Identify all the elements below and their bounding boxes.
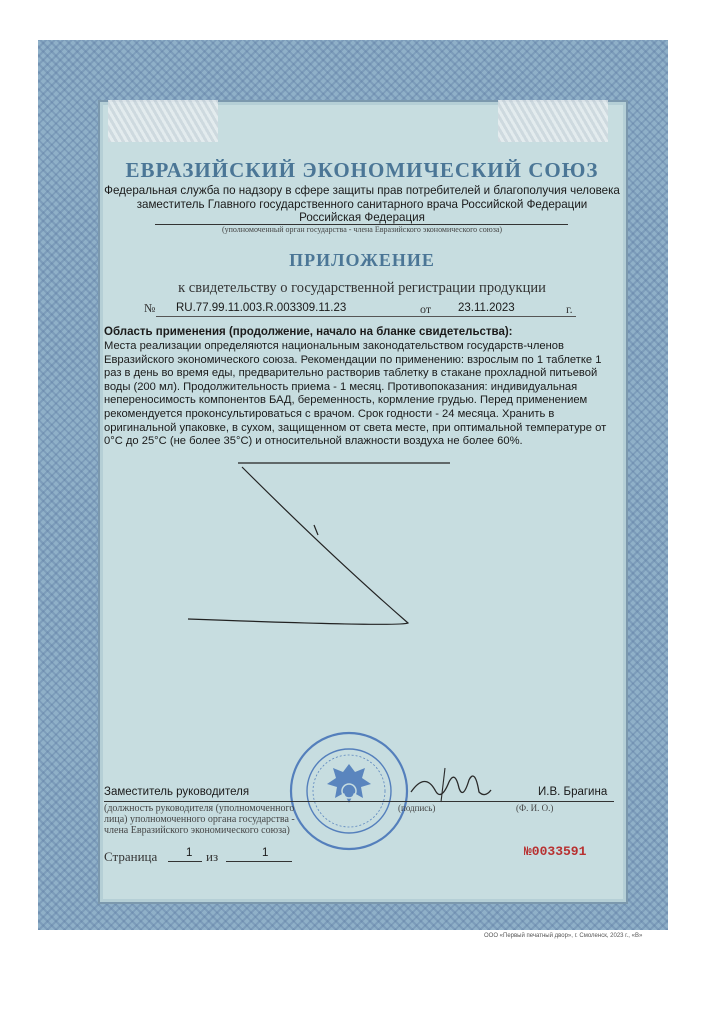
- agency-line-2: заместитель Главного государственного санитарного врача Российской Федерации: [136, 197, 588, 211]
- scope-line: Места реализации определяются национальным законодательством государств-членов: [104, 340, 564, 352]
- position-caption-line: (должность руководителя (уполномоченного: [104, 803, 295, 814]
- agency-line-3: Российская Федерация: [299, 211, 425, 224]
- serial-number: №0033591: [524, 844, 587, 859]
- position-caption-line: лица) уполномоченного органа государства -: [104, 814, 295, 825]
- signatory-position: Заместитель руководителя: [104, 786, 250, 798]
- scope-line: раз в день во время еды, предварительно растворив таблетку в стакане прохладной питьевой: [104, 367, 598, 380]
- signature-line: [104, 801, 614, 802]
- blank-space-z-mark: [180, 455, 470, 635]
- appendix-title: ПРИЛОЖЕНИЕ: [289, 250, 435, 270]
- page-total-line: [226, 861, 292, 862]
- date-label: от: [420, 302, 432, 316]
- official-seal: [288, 730, 410, 852]
- security-hologram-left: [108, 100, 218, 142]
- page-label: Страница: [104, 849, 158, 864]
- registration-date: 23.11.2023: [458, 302, 515, 314]
- appendix-subtitle: к свидетельству о государственной регистрации продукции: [178, 280, 546, 296]
- scope-line: оригинальной упаковке, в сухом, защищенном от света месте, при оптимальной температуре от: [104, 421, 607, 434]
- number-underline: [156, 316, 576, 317]
- year-suffix: г.: [566, 302, 573, 316]
- agency-line-1: Федеральная служба по надзору в сфере защиты прав потребителей и благополучия человека: [104, 184, 620, 197]
- scope-line: воды (200 мл). Продолжительность приема - 1 месяц. Противопоказания: индивидуальная: [104, 380, 578, 393]
- scope-line: Евразийского экономического союза. Рекомендации по применению: взрослым по 1 таблетке 1: [104, 353, 602, 366]
- scope-line: рекомендуется проконсультироваться с врачом. Срок годности - 24 месяца. Хранить в: [104, 407, 555, 420]
- signature-caption: (подпись): [398, 803, 436, 813]
- position-caption: [104, 803, 295, 836]
- page-number-line: [168, 861, 202, 862]
- page-number: 1: [186, 847, 193, 859]
- registration-number: RU.77.99.11.003.R.003309.11.23: [176, 302, 347, 314]
- scope-line: 0°C до 25°C (не более 35°C) и относительной влажности воздуха не более 60%.: [104, 435, 523, 448]
- scope-text: [104, 340, 608, 449]
- scope-line: непереносимость компонентов БАД, беременность, кормление грудью. Перед применением: [104, 394, 588, 407]
- number-label: №: [144, 301, 156, 315]
- scope-title: Область применения (продолжение, начало на бланке свидетельства):: [104, 326, 513, 338]
- agency-caption: (уполномоченный орган государства - члена Евразийского экономического союза): [221, 225, 503, 234]
- union-title: ЕВРАЗИЙСКИЙ ЭКОНОМИЧЕСКИЙ СОЮЗ: [125, 158, 599, 182]
- agency-block: [90, 184, 634, 225]
- printer-imprint: ООО «Первый печатный двор», г. Смоленск, 2023 г., «В»: [484, 933, 643, 939]
- signatory-name: И.В. Брагина: [538, 786, 608, 798]
- security-hologram-right: [498, 100, 608, 142]
- position-caption-line: члена Евразийского экономического союза): [104, 825, 290, 836]
- name-caption: (Ф. И. О.): [516, 803, 554, 813]
- of-label: из: [206, 849, 219, 864]
- page-total: 1: [262, 847, 269, 859]
